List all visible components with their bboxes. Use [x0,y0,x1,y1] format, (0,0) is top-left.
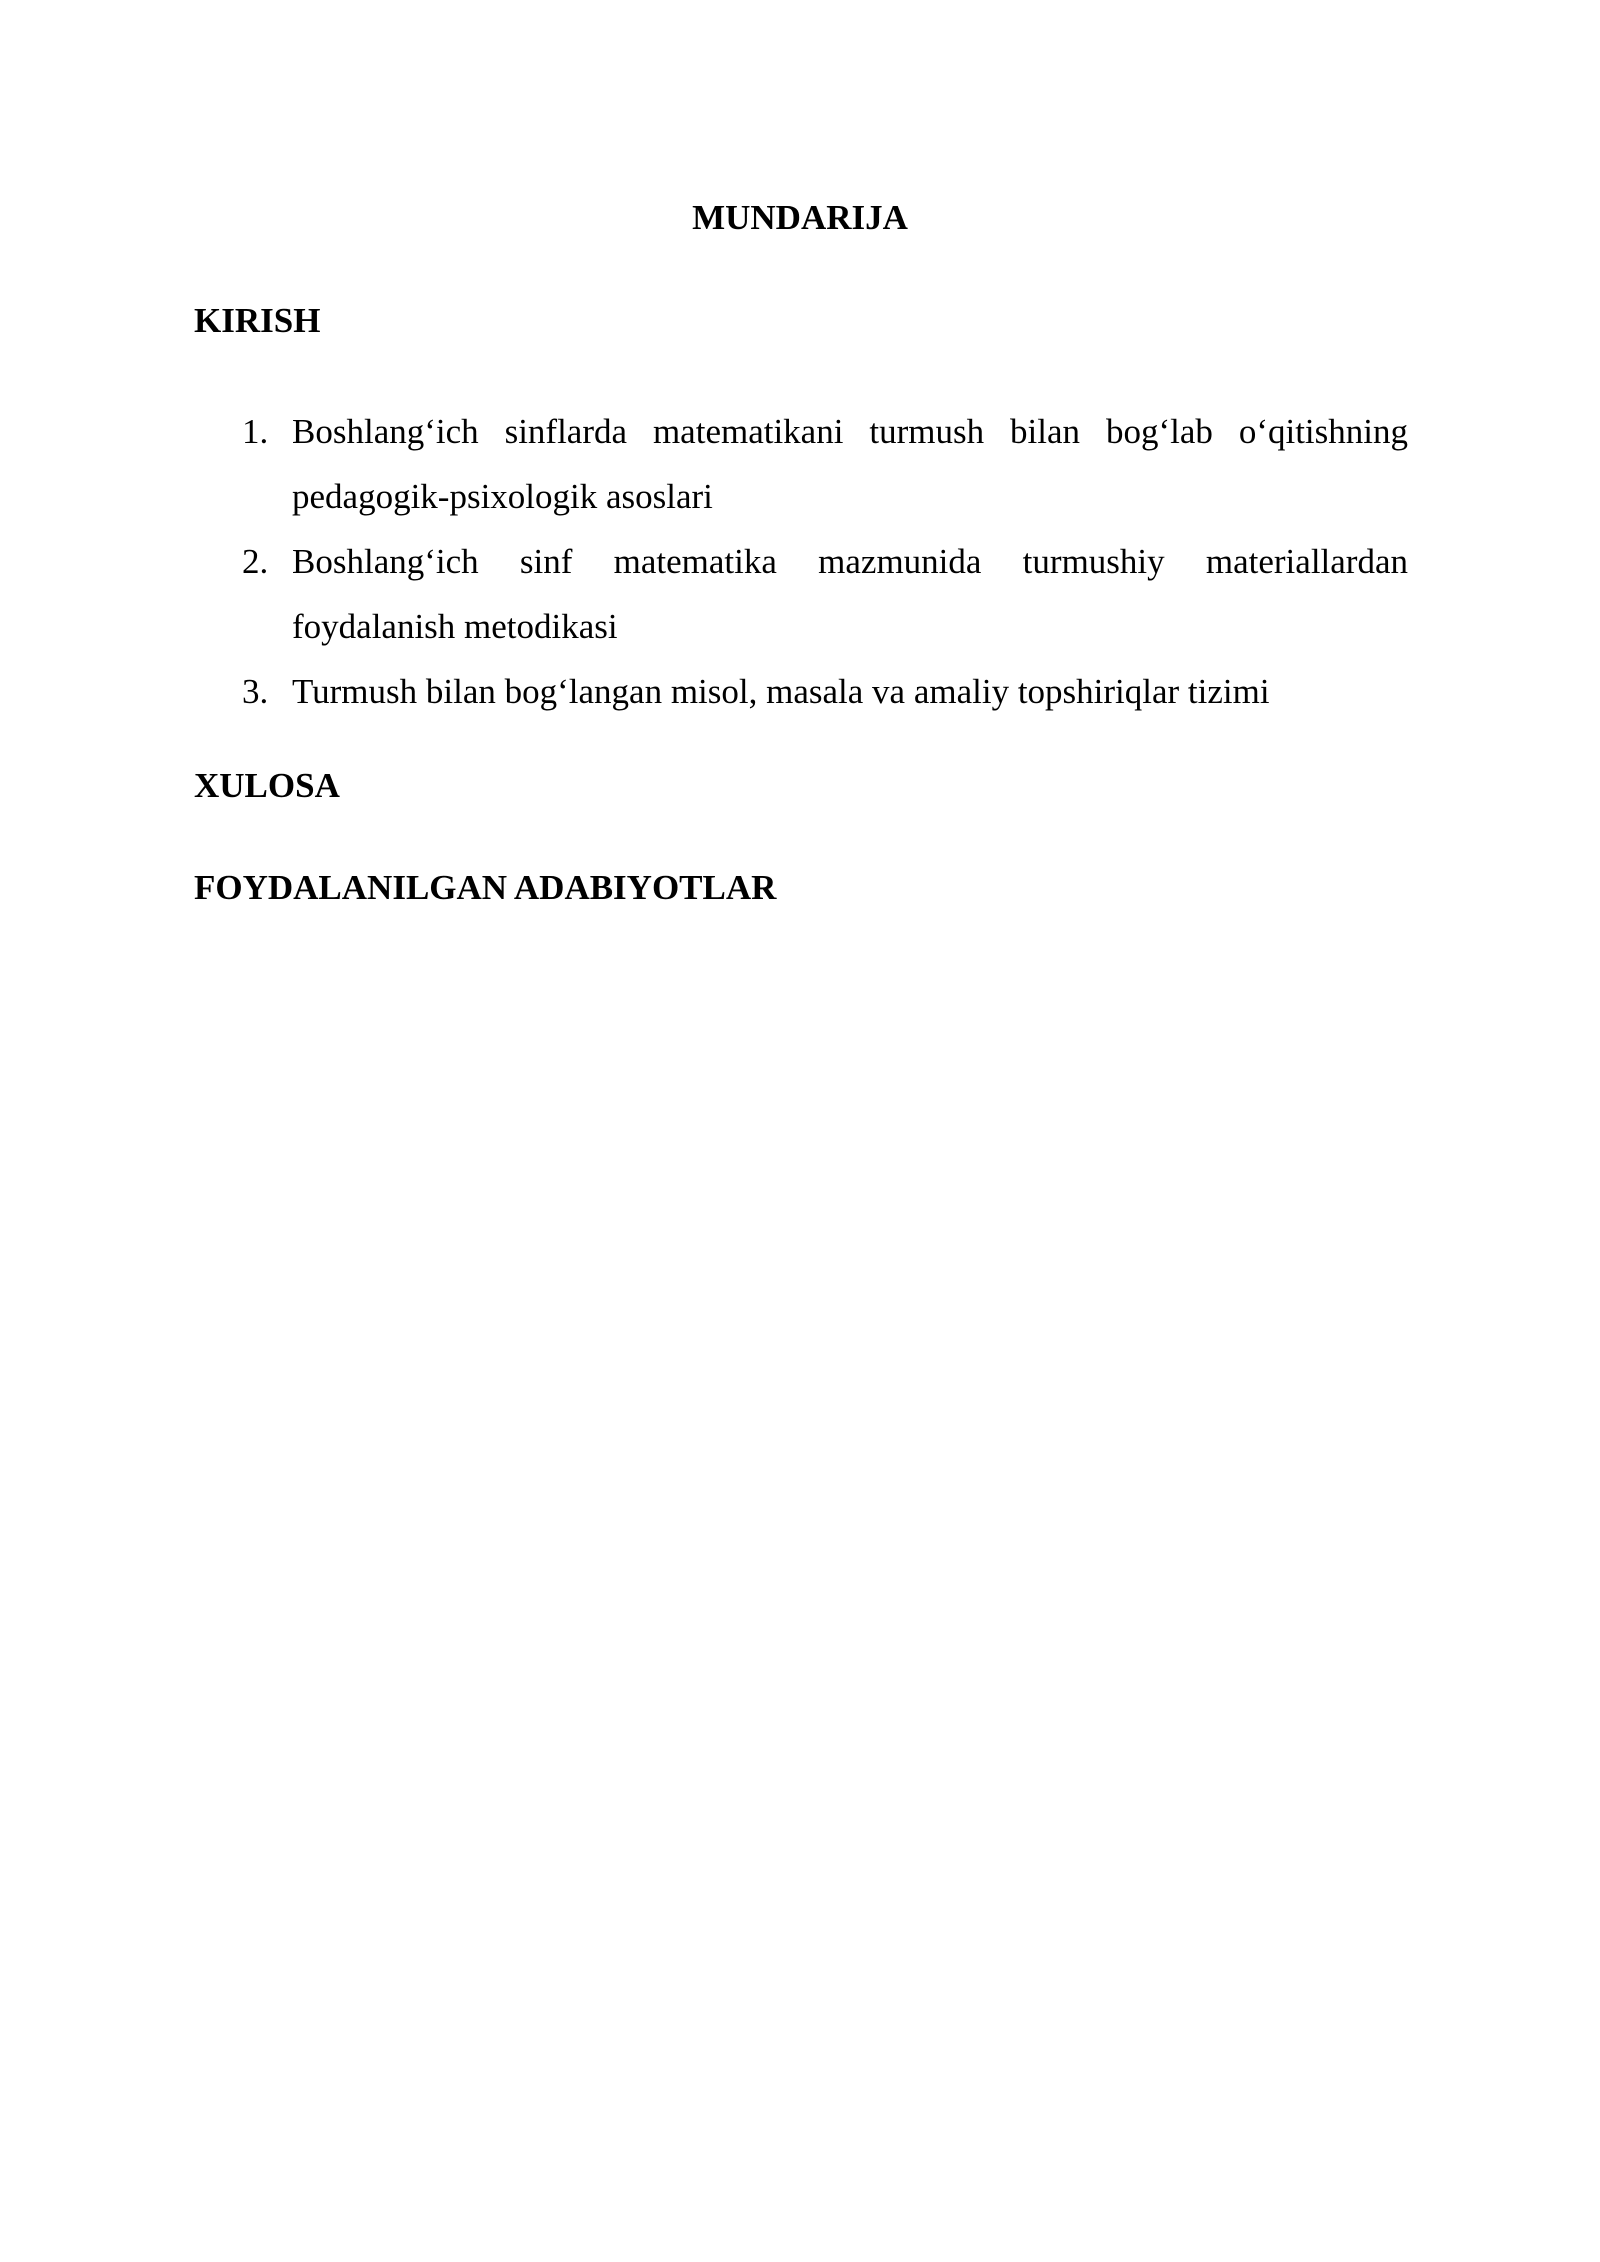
section-heading-xulosa: XULOSA [194,766,340,805]
page-title: MUNDARIJA [692,198,908,237]
section-heading-kirish: KIRISH [194,301,321,340]
toc-item-text: Turmush bilan bog‘langan misol, masala va amaliy topshiriqlar tizimi [292,672,1270,711]
toc-item-number: 3. [242,672,269,711]
table-of-contents-list [194,399,1408,724]
toc-item-number: 2. [242,542,269,581]
toc-item [194,659,1408,724]
toc-item [194,529,1408,659]
toc-item [194,399,1408,529]
toc-item-text: Boshlang‘ich sinflarda matematikani turmush bilan bog‘lab o‘qitishning pedagogik-psixologik asoslari [292,412,1408,516]
toc-item-text: Boshlang‘ich sinf matematika mazmunida turmushiy materiallardan foydalanish metodikasi [292,542,1408,646]
toc-item-number: 1. [242,412,269,451]
section-heading-references: FOYDALANILGAN ADABIYOTLAR [194,868,777,907]
